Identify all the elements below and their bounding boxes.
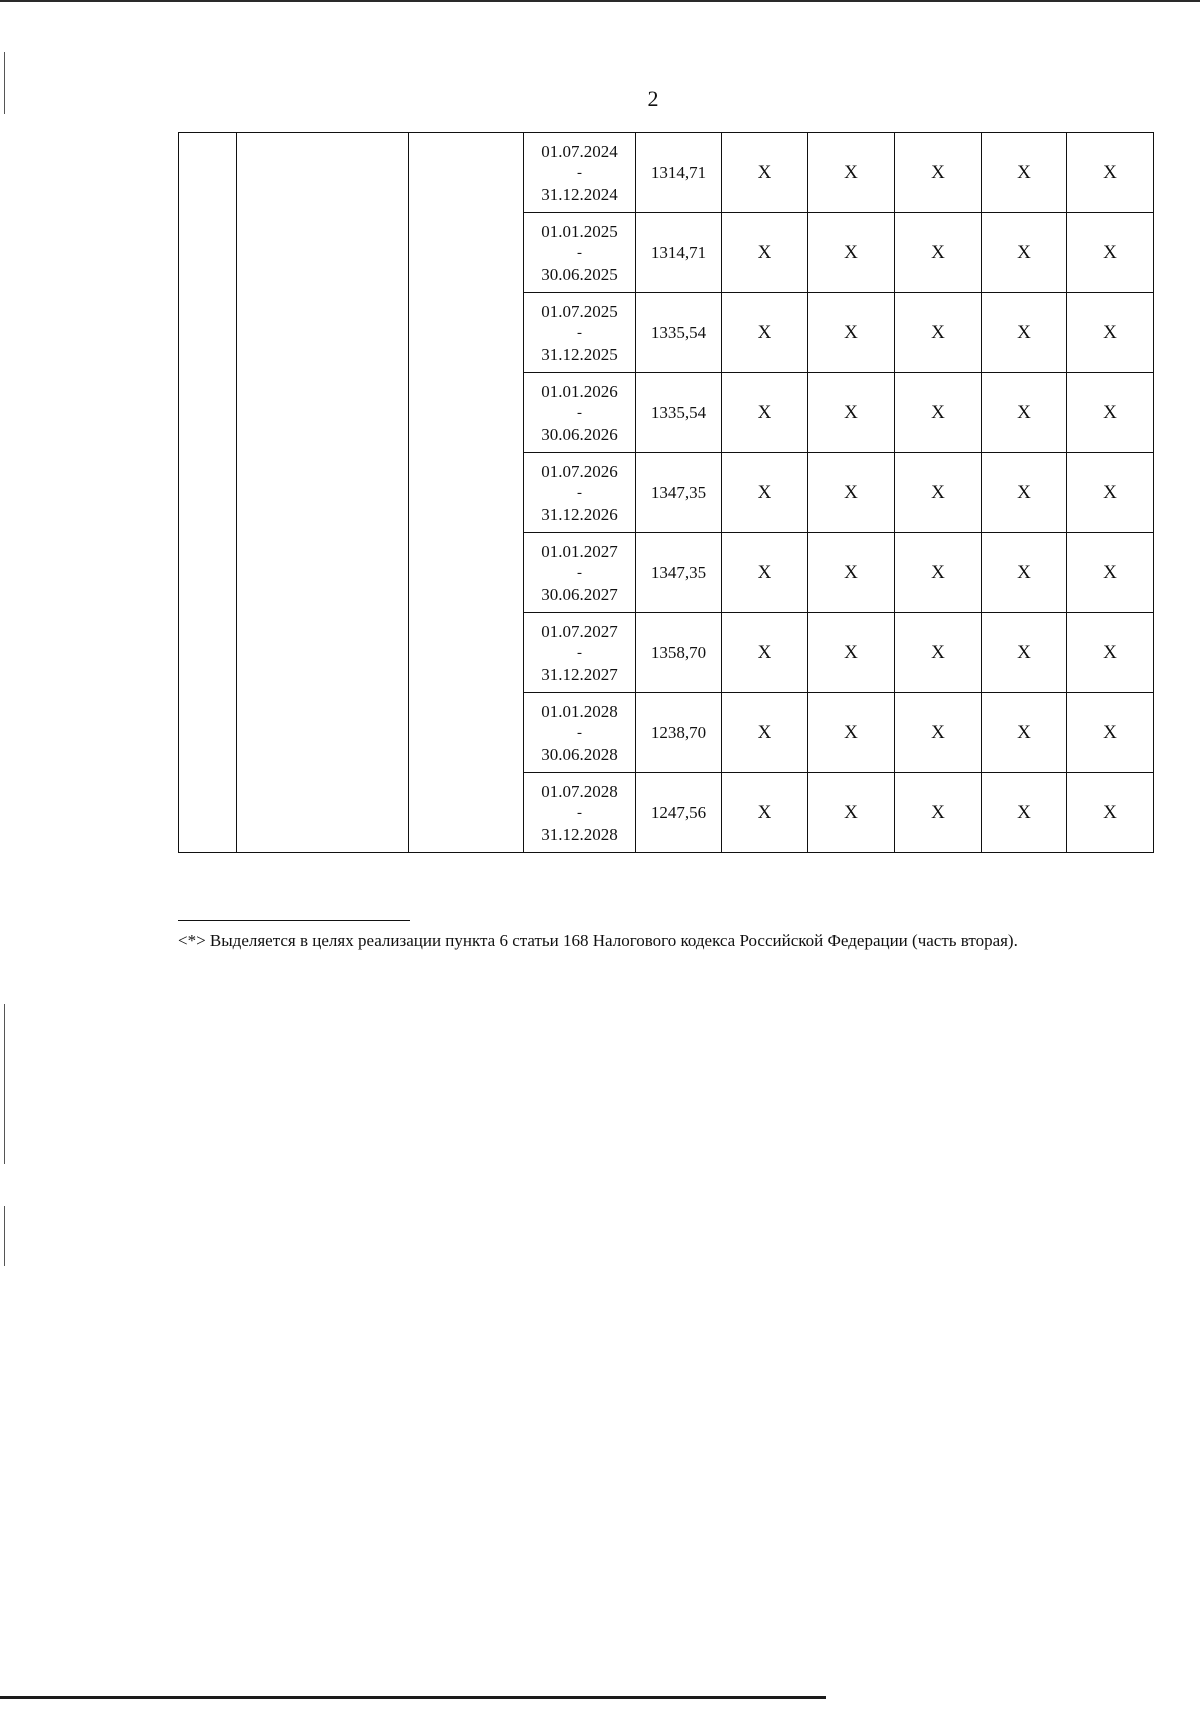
not-applicable-mark: X [895, 213, 982, 293]
not-applicable-mark: X [895, 693, 982, 773]
rate-cell: 1358,70 [636, 613, 722, 693]
period-separator: - [577, 804, 582, 821]
not-applicable-mark: X [982, 453, 1067, 533]
rate-cell: 1314,71 [636, 133, 722, 213]
period-separator: - [577, 324, 582, 341]
period-cell [524, 293, 636, 373]
period-end: 31.12.2024 [541, 184, 618, 204]
not-applicable-mark: X [982, 533, 1067, 613]
period-end: 30.06.2026 [541, 424, 618, 444]
period-end: 30.06.2028 [541, 744, 618, 764]
scan-bottom-edge [0, 1696, 826, 1699]
not-applicable-mark: X [1067, 213, 1154, 293]
not-applicable-mark: X [722, 533, 808, 613]
not-applicable-mark: X [1067, 133, 1154, 213]
tariff-table [178, 132, 1154, 853]
period-end: 31.12.2027 [541, 664, 618, 684]
not-applicable-mark: X [982, 213, 1067, 293]
not-applicable-mark: X [1067, 533, 1154, 613]
not-applicable-mark: X [895, 133, 982, 213]
period-start: 01.07.2025 [541, 301, 618, 321]
not-applicable-mark: X [722, 693, 808, 773]
scan-top-edge [0, 0, 1200, 2]
period-separator: - [577, 724, 582, 741]
period-separator: - [577, 164, 582, 181]
table-row [179, 133, 1154, 213]
not-applicable-mark: X [1067, 693, 1154, 773]
rate-cell: 1335,54 [636, 373, 722, 453]
not-applicable-mark: X [982, 373, 1067, 453]
not-applicable-mark: X [808, 453, 895, 533]
not-applicable-mark: X [808, 533, 895, 613]
rate-cell: 1314,71 [636, 213, 722, 293]
period-start: 01.07.2028 [541, 781, 618, 801]
period-separator: - [577, 484, 582, 501]
tariff-table-body [179, 133, 1154, 853]
period-cell [524, 533, 636, 613]
not-applicable-mark: X [895, 453, 982, 533]
period-separator: - [577, 244, 582, 261]
period-separator: - [577, 404, 582, 421]
not-applicable-mark: X [1067, 373, 1154, 453]
rate-cell: 1347,35 [636, 453, 722, 533]
period-start: 01.07.2024 [541, 141, 618, 161]
not-applicable-mark: X [982, 693, 1067, 773]
period-cell [524, 613, 636, 693]
period-end: 31.12.2025 [541, 344, 618, 364]
not-applicable-mark: X [722, 133, 808, 213]
not-applicable-mark: X [808, 213, 895, 293]
not-applicable-mark: X [808, 613, 895, 693]
footnote-text: <*> Выделяется в целях реализации пункта 6 статьи 168 Налогового кодекса Российской Федерации (часть вторая). [178, 931, 1018, 950]
period-start: 01.01.2028 [541, 701, 618, 721]
not-applicable-mark: X [808, 773, 895, 853]
not-applicable-mark: X [1067, 613, 1154, 693]
not-applicable-mark: X [982, 133, 1067, 213]
period-start: 01.01.2026 [541, 381, 618, 401]
not-applicable-mark: X [722, 453, 808, 533]
not-applicable-mark: X [895, 773, 982, 853]
period-end: 30.06.2027 [541, 584, 618, 604]
period-cell [524, 213, 636, 293]
not-applicable-mark: X [982, 293, 1067, 373]
scan-left-margin-mark [4, 1206, 5, 1266]
period-cell [524, 373, 636, 453]
not-applicable-mark: X [1067, 453, 1154, 533]
not-applicable-mark: X [982, 613, 1067, 693]
period-start: 01.01.2027 [541, 541, 618, 561]
not-applicable-mark: X [982, 773, 1067, 853]
name-column-cell [237, 133, 409, 853]
not-applicable-mark: X [895, 373, 982, 453]
unit-column-cell [409, 133, 524, 853]
number-column-cell [179, 133, 237, 853]
footnote-separator [178, 920, 410, 921]
not-applicable-mark: X [722, 373, 808, 453]
not-applicable-mark: X [808, 133, 895, 213]
period-start: 01.01.2025 [541, 221, 618, 241]
period-cell [524, 133, 636, 213]
not-applicable-mark: X [895, 533, 982, 613]
page-number: 2 [647, 86, 659, 111]
not-applicable-mark: X [808, 693, 895, 773]
not-applicable-mark: X [895, 613, 982, 693]
period-end: 31.12.2028 [541, 824, 618, 844]
period-separator: - [577, 644, 582, 661]
period-cell [524, 693, 636, 773]
period-cell [524, 773, 636, 853]
not-applicable-mark: X [808, 373, 895, 453]
period-cell [524, 453, 636, 533]
period-end: 30.06.2025 [541, 264, 618, 284]
not-applicable-mark: X [1067, 293, 1154, 373]
not-applicable-mark: X [722, 293, 808, 373]
not-applicable-mark: X [895, 293, 982, 373]
not-applicable-mark: X [722, 773, 808, 853]
period-end: 31.12.2026 [541, 504, 618, 524]
not-applicable-mark: X [808, 293, 895, 373]
not-applicable-mark: X [1067, 773, 1154, 853]
period-separator: - [577, 564, 582, 581]
not-applicable-mark: X [722, 613, 808, 693]
rate-cell: 1238,70 [636, 693, 722, 773]
scan-left-margin-mark [4, 1004, 5, 1164]
rate-cell: 1347,35 [636, 533, 722, 613]
rate-cell: 1335,54 [636, 293, 722, 373]
not-applicable-mark: X [722, 213, 808, 293]
period-start: 01.07.2027 [541, 621, 618, 641]
period-start: 01.07.2026 [541, 461, 618, 481]
rate-cell: 1247,56 [636, 773, 722, 853]
